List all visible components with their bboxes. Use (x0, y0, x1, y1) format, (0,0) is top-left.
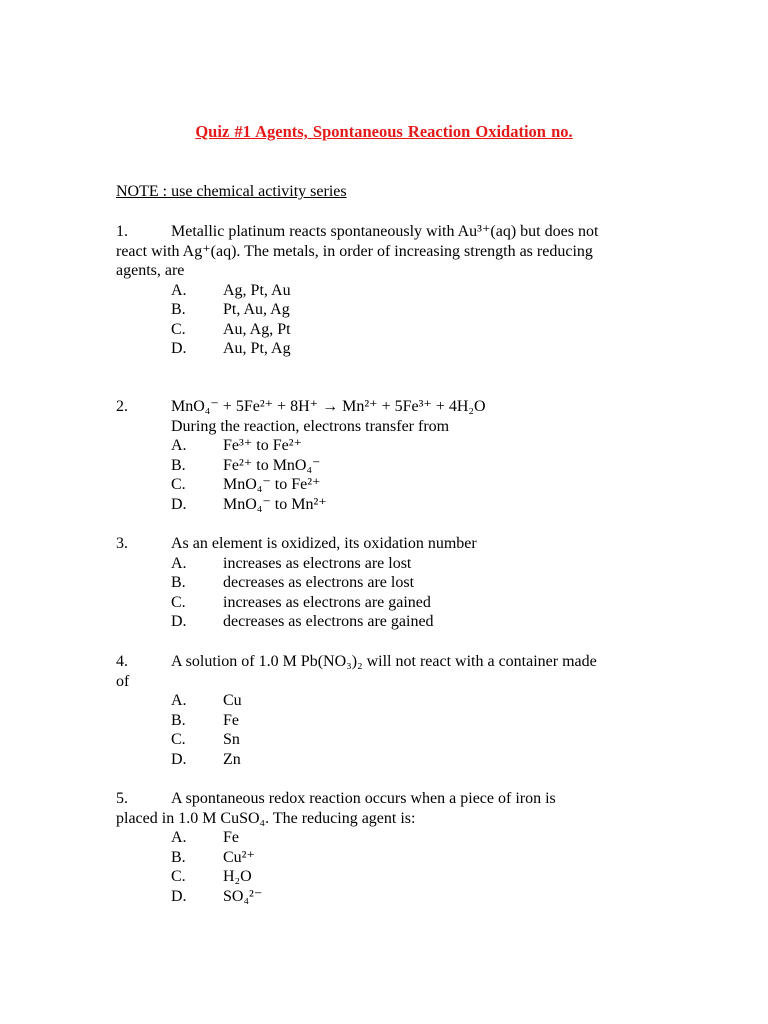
question-5-stem-line-2: placed in 1.0 M CuSO₄. The reducing agent is: (116, 809, 416, 827)
option-letter: D. (171, 750, 187, 768)
option-letter: C. (171, 731, 186, 748)
option-letter: C. (171, 593, 186, 611)
option-letter: B. (171, 711, 186, 729)
option-letter: C. (171, 476, 186, 493)
option-text: Au, Pt, Ag (223, 340, 291, 357)
question-number: 1. (116, 223, 128, 240)
question-3 (116, 534, 656, 632)
option-a (116, 281, 656, 301)
option-text: MnO₄⁻ to Mn²⁺ (223, 495, 327, 513)
option-b (116, 711, 656, 731)
question-number: 2. (116, 398, 128, 415)
option-text: H₂O (223, 868, 252, 885)
option-letter: B. (171, 301, 186, 318)
option-b (116, 573, 656, 593)
option-text: Fe (223, 711, 239, 729)
option-d (116, 887, 656, 907)
option-text: Cu²⁺ (223, 848, 255, 866)
option-text: Ag, Pt, Au (223, 281, 291, 299)
option-d (116, 339, 656, 359)
question-1 (116, 222, 656, 359)
question-2-equation-line (116, 397, 656, 417)
option-c (116, 867, 656, 887)
option-text: Fe²⁺ to MnO₄⁻ (223, 456, 321, 474)
option-letter: B. (171, 848, 186, 866)
option-b (116, 848, 656, 868)
option-letter: A. (171, 437, 187, 454)
option-b (116, 300, 656, 320)
question-5-stem-line-1 (116, 789, 656, 809)
option-a (116, 691, 656, 711)
option-letter: D. (171, 613, 187, 630)
option-letter: A. (171, 554, 187, 572)
question-4-stem-line-1 (116, 652, 656, 672)
question-3-stem-line-1 (116, 534, 656, 554)
question-1-stem-line-2: react with Ag⁺(aq). The metals, in order of increasing strength as reducing (116, 242, 593, 260)
option-letter: C. (171, 868, 186, 885)
option-text: Zn (223, 750, 241, 768)
option-letter: B. (171, 574, 186, 591)
option-text: Pt, Au, Ag (223, 301, 290, 318)
option-d (116, 612, 656, 632)
option-a (116, 828, 656, 848)
question-1-stem-line-1 (116, 222, 656, 242)
option-b (116, 456, 656, 476)
question-4-stem-text-1: A solution of 1.0 M Pb(NO₃)₂ will not react with a container made (171, 653, 597, 670)
question-1-stem-text-1: Metallic platinum reacts spontaneously with Au³⁺(aq) but does not (171, 223, 599, 240)
option-text: Fe (223, 829, 239, 846)
option-text: increases as electrons are gained (223, 593, 431, 611)
question-2 (116, 397, 656, 514)
question-number: 5. (116, 790, 128, 807)
question-5-stem-text-1: A spontaneous redox reaction occurs when a piece of iron is (171, 790, 556, 807)
reaction-equation: MnO₄⁻ + 5Fe²⁺ + 8H⁺ → Mn²⁺ + 5Fe³⁺ + 4H₂O (171, 398, 486, 415)
option-letter: A. (171, 281, 187, 299)
option-text: SO₄²⁻ (223, 887, 263, 905)
quiz-title: Quiz #1 Agents, Spontaneous Reaction Oxidation no. (195, 122, 573, 141)
option-a (116, 554, 656, 574)
option-text: decreases as electrons are lost (223, 574, 415, 591)
option-c (116, 593, 656, 613)
option-text: increases as electrons are lost (223, 554, 412, 572)
option-text: Cu (223, 692, 242, 709)
option-text: decreases as electrons are gained (223, 613, 434, 630)
option-letter: B. (171, 456, 186, 474)
option-text: MnO₄⁻ to Fe²⁺ (223, 476, 321, 493)
option-c (116, 320, 656, 340)
note-line (116, 182, 347, 202)
note-text: NOTE : use chemical activity series (116, 183, 347, 200)
option-d (116, 750, 656, 770)
option-letter: C. (171, 320, 186, 338)
option-letter: A. (171, 829, 187, 846)
question-number: 3. (116, 535, 128, 552)
question-2-stem-line-2: During the reaction, electrons transfer from (171, 417, 450, 435)
option-c (116, 475, 656, 495)
option-letter: A. (171, 692, 187, 709)
option-text: Sn (223, 731, 240, 748)
question-number: 4. (116, 653, 128, 670)
option-letter: D. (171, 340, 187, 357)
question-1-stem-line-3: agents, are (116, 262, 185, 279)
option-text: Fe³⁺ to Fe²⁺ (223, 437, 302, 454)
option-text: Au, Ag, Pt (223, 320, 291, 338)
option-d (116, 495, 656, 515)
option-c (116, 730, 656, 750)
question-4 (116, 652, 656, 769)
option-letter: D. (171, 495, 187, 513)
question-3-stem-text: As an element is oxidized, its oxidation number (171, 535, 477, 552)
question-4-stem-line-2: of (116, 672, 130, 690)
question-5 (116, 789, 656, 906)
option-letter: D. (171, 887, 187, 905)
option-a (116, 436, 656, 456)
